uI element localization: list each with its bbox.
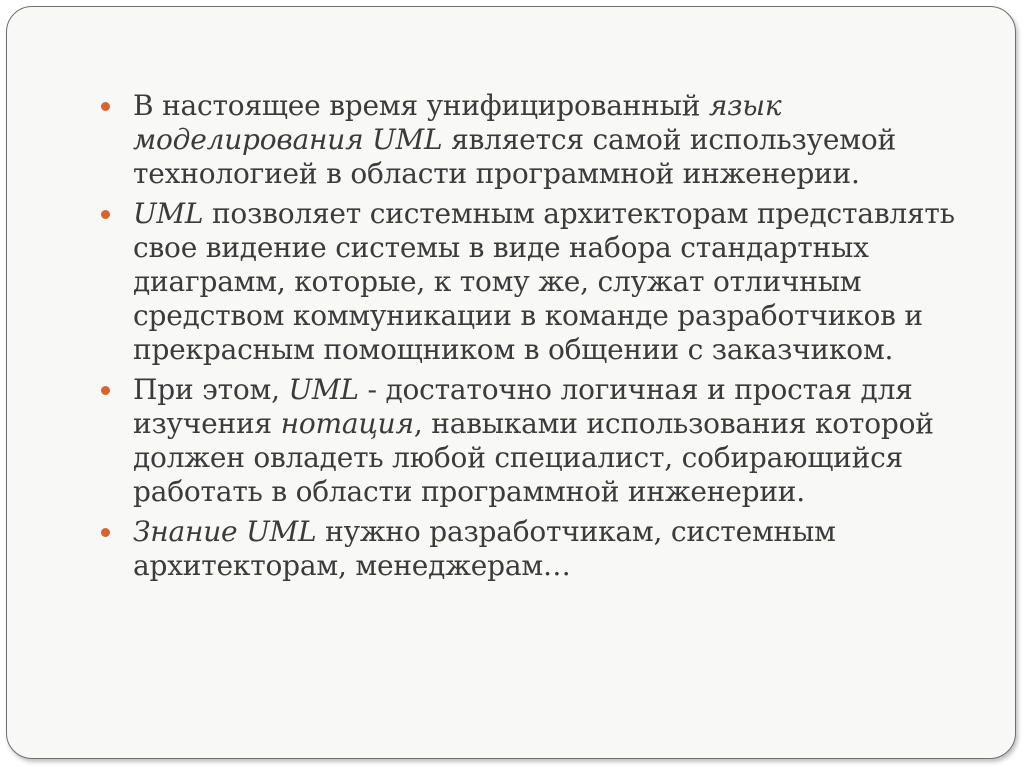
bullet-item-4 [95, 515, 955, 583]
bullet-item-1 [95, 89, 955, 191]
bullet-dot-icon [101, 210, 110, 219]
bullet-2-run-2: UML [133, 197, 204, 230]
bullet-4-run-2: нужно разработчикам, системным архитекторам, менеджерам… [133, 515, 836, 582]
bullet-3-run-1: При этом, [133, 373, 289, 406]
bullet-3-run-2: UML [288, 373, 359, 406]
bullet-item-3 [95, 373, 955, 509]
bullet-dot-icon [101, 386, 110, 395]
bullet-3-run-3: - достаточно логичная и простая для изучения [133, 373, 913, 440]
slide-content [95, 89, 955, 589]
bullet-list [95, 89, 955, 583]
bullet-1-run-3: является самой используемой технологией в области программной инженерии. [133, 123, 896, 190]
bullet-1-run-2: язык моделирования UML [133, 89, 782, 156]
bullet-1-run-1: В настоящее время унифицированный [133, 89, 709, 122]
bullet-3-run-4: нотация [280, 407, 414, 440]
slide-frame [6, 6, 1016, 759]
bullet-4-run-1: Знание UML [133, 515, 317, 548]
bullet-2-run-3: позволяет системным архитекторам представлять свое видение системы в виде набора стандартных диаграмм, которые, к тому же, служат отличным средством коммуникации в команде разработчиков и прекрасным помощником в общении с заказчиком. [133, 197, 955, 366]
bullet-dot-icon [101, 102, 110, 111]
bullet-3-run-5: , навыками использования которой должен овладеть любой специалист, собирающийся работать в области программной инженерии. [133, 407, 934, 508]
bullet-dot-icon [101, 528, 110, 537]
bullet-item-2 [95, 197, 955, 367]
